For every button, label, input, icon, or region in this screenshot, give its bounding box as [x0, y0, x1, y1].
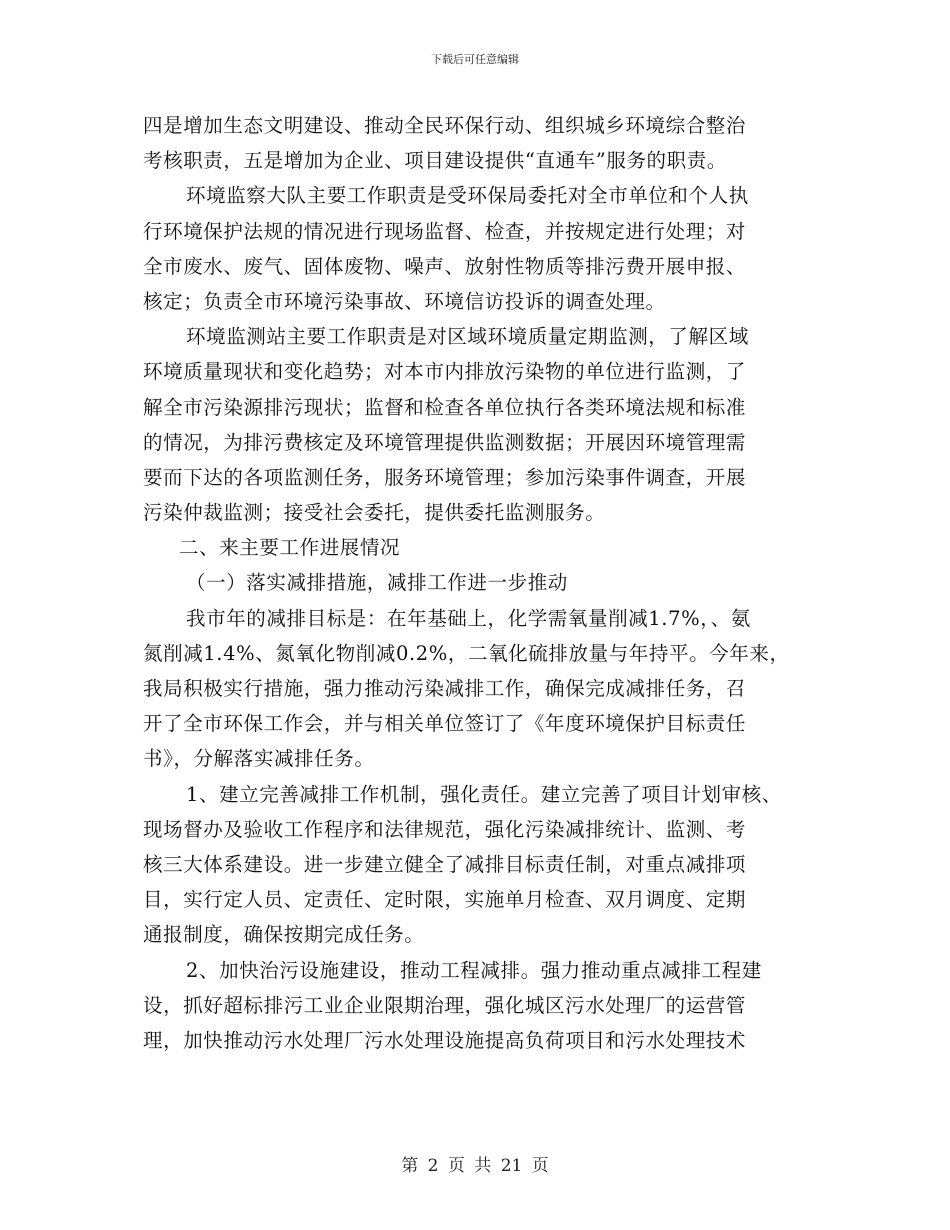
- text-line: 氮削减1.4%、氮氧化物削减0.2%，二氧化硫排放量与年持平。今年来，: [143, 641, 790, 665]
- page-header: 下载后可任意编辑: [431, 53, 519, 66]
- text-line: 开了全市环保工作会，并与相关单位签订了《年度环境保护目标责任: [143, 712, 747, 736]
- paragraph-start-line: 环境监察大队主要工作职责是受环保局委托对全市单位和个人执: [186, 184, 749, 208]
- text-line: 书》，分解落实减排任务。: [143, 747, 375, 771]
- text-line: 考核职责，五是增加为企业、项目建设提供“直通车”服务的职责。: [143, 149, 727, 173]
- text-line: 我局积极实行措施，强力推动污染减排工作，确保完成减排任务，召: [143, 677, 747, 700]
- text-line: 要而下达的各项监测任务，服务环境管理；参加污染事件调查，开展: [143, 465, 747, 489]
- text-line: 全市废水、废气、固体废物、噪声、放射性物质等排污费开展申报、: [143, 254, 747, 278]
- text-line: 四是增加生态文明建设、推动全民环保行动、组织城乡环境综合整治: [143, 114, 747, 137]
- paragraph-start-line: 我市年的减排目标是：在年基础上，化学需氧量削减1.7%，、氨: [186, 606, 751, 630]
- text-line: 行环境保护法规的情况进行现场监督、检查，并按规定进行处理；对: [143, 219, 747, 243]
- text-line: 理，加快推动污水处理厂污水处理设施提高负荷项目和污水处理技术: [143, 1028, 747, 1052]
- paragraph-start-line: 2、加快治污设施建设，推动工程减排。强力推动重点减排工程建: [186, 958, 762, 982]
- section-heading: 二、来主要工作进展情况: [179, 536, 401, 560]
- text-line: 核三大体系建设。进一步建立健全了减排目标责任制，对重点减排项: [143, 852, 747, 876]
- text-line: 污染仲裁监测；接受社会委托，提供委托监测服务。: [143, 501, 606, 525]
- paragraph-start-line: 1、建立完善减排工作机制，强化责任。建立完善了项目计划审核、: [186, 782, 782, 806]
- paragraph-start-line: 环境监测站主要工作职责是对区域环境质量定期监测，了解区域: [186, 325, 749, 349]
- text-line: 目，实行定人员、定责任、定时限，实施单月检查、双月调度、定期: [143, 888, 747, 912]
- subsection-heading: （一）落实减排措施，减排工作进一步推动: [186, 571, 568, 595]
- text-line: 现场督办及验收工作程序和法律规范，强化污染减排统计、监测、考: [143, 817, 747, 841]
- text-line: 核定；负责全市环境污染事故、环境信访投诉的调查处理。: [143, 289, 666, 313]
- page-number-footer: 第 2 页 共 21 页: [401, 1156, 549, 1176]
- text-line: 解全市污染源排污现状；监督和检查各单位执行各类环境法规和标准: [143, 395, 747, 419]
- text-line: 环境质量现状和变化趋势；对本市内排放污染物的单位进行监测，了: [143, 360, 747, 384]
- document-body: [143, 108, 823, 1058]
- text-line: 通报制度，确保按期完成任务。: [143, 923, 425, 947]
- text-line: 的情况，为排污费核定及环境管理提供监测数据；开展因环境管理需: [143, 430, 747, 454]
- text-line: 设，抓好超标排污工业企业限期治理，强化城区污水处理厂的运营管: [143, 993, 747, 1017]
